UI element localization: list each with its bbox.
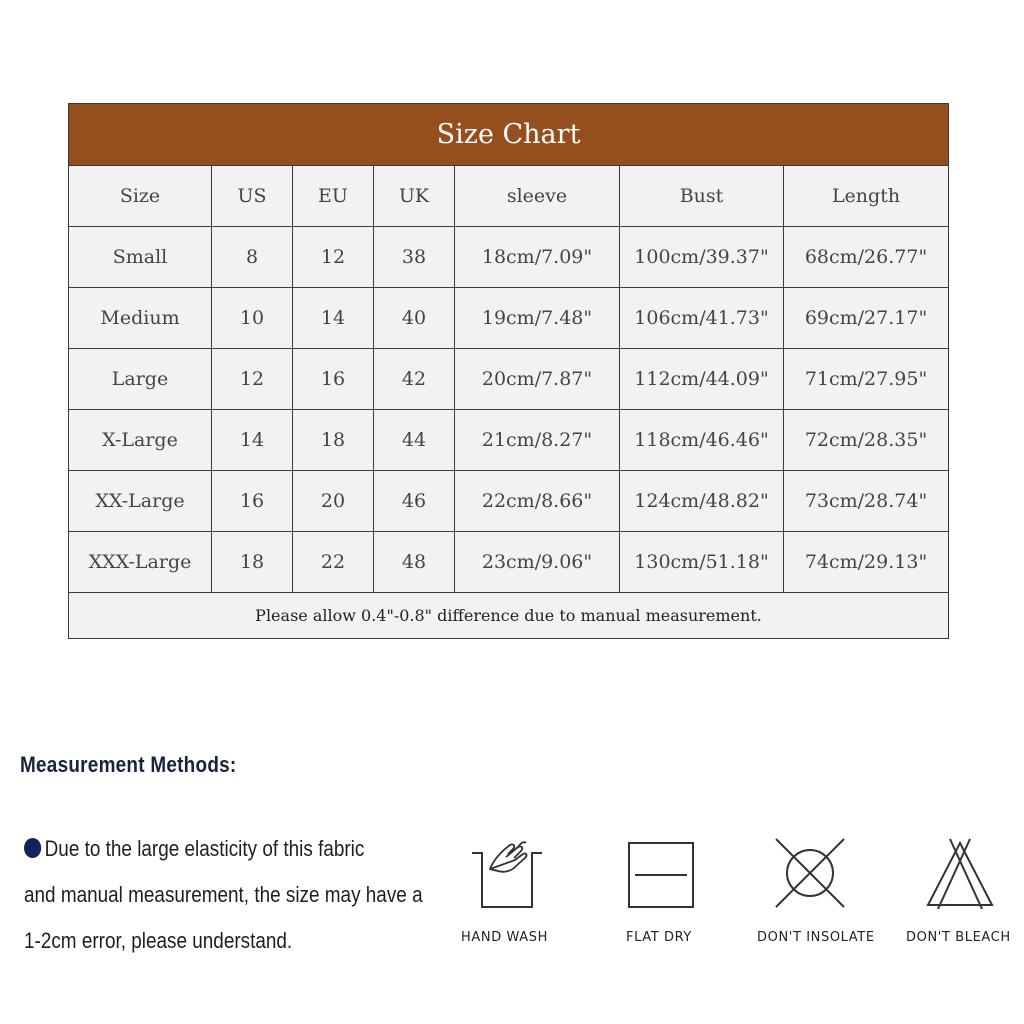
cell-sleeve: 23cm/9.06" (455, 532, 620, 593)
cell-sleeve: 22cm/8.66" (455, 471, 620, 532)
flat-dry-icon (621, 835, 701, 911)
hand-wash-symbol (443, 835, 573, 911)
care-label-dont-insolate: DON'T INSOLATE (757, 930, 875, 945)
cell-size: Large (69, 349, 212, 410)
cell-size: X-Large (69, 410, 212, 471)
cell-length: 73cm/28.74" (784, 471, 949, 532)
cell-uk: 46 (374, 471, 455, 532)
cell-size: Medium (69, 288, 212, 349)
table-note: Please allow 0.4"-0.8" difference due to manual measurement. (69, 593, 949, 639)
table-header-row (69, 166, 949, 227)
dont-bleach-symbol (895, 835, 1024, 911)
header-us: US (212, 166, 293, 227)
cell-us: 10 (212, 288, 293, 349)
table-row (69, 471, 949, 532)
cell-sleeve: 20cm/7.87" (455, 349, 620, 410)
cell-sleeve: 21cm/8.27" (455, 410, 620, 471)
cell-length: 72cm/28.35" (784, 410, 949, 471)
table-title: Size Chart (69, 104, 949, 166)
cell-uk: 40 (374, 288, 455, 349)
cell-uk: 42 (374, 349, 455, 410)
note-line-1: Due to the large elasticity of this fabric (44, 836, 365, 861)
header-bust: Bust (620, 166, 784, 227)
cell-us: 8 (212, 227, 293, 288)
care-label-flat-dry: FLAT DRY (626, 930, 692, 945)
table-row (69, 349, 949, 410)
measurement-note (24, 826, 428, 964)
cell-bust: 112cm/44.09" (620, 349, 784, 410)
header-eu: EU (293, 166, 374, 227)
cell-size: XXX-Large (69, 532, 212, 593)
size-chart-table (68, 103, 949, 639)
bullet-dot (24, 838, 41, 858)
note-line-2: and manual measurement, the size may have a (24, 882, 423, 907)
header-length: Length (784, 166, 949, 227)
cell-size: XX-Large (69, 471, 212, 532)
cell-bust: 106cm/41.73" (620, 288, 784, 349)
cell-size: Small (69, 227, 212, 288)
table-row (69, 410, 949, 471)
cell-sleeve: 19cm/7.48" (455, 288, 620, 349)
cell-eu: 18 (293, 410, 374, 471)
cell-eu: 22 (293, 532, 374, 593)
header-sleeve: sleeve (455, 166, 620, 227)
do-not-bleach-icon (920, 835, 1000, 911)
table-note-row (69, 593, 949, 639)
cell-uk: 44 (374, 410, 455, 471)
cell-us: 18 (212, 532, 293, 593)
cell-length: 71cm/27.95" (784, 349, 949, 410)
cell-length: 68cm/26.77" (784, 227, 949, 288)
flat-dry-symbol (596, 835, 726, 911)
cell-eu: 12 (293, 227, 374, 288)
cell-us: 14 (212, 410, 293, 471)
cell-eu: 16 (293, 349, 374, 410)
table-title-row (69, 104, 949, 166)
table-row (69, 288, 949, 349)
cell-us: 16 (212, 471, 293, 532)
cell-bust: 130cm/51.18" (620, 532, 784, 593)
cell-sleeve: 18cm/7.09" (455, 227, 620, 288)
table-row (69, 227, 949, 288)
cell-uk: 38 (374, 227, 455, 288)
cell-length: 69cm/27.17" (784, 288, 949, 349)
cell-uk: 48 (374, 532, 455, 593)
table-row (69, 532, 949, 593)
cell-eu: 20 (293, 471, 374, 532)
do-not-iron-icon (770, 835, 850, 911)
dont-insolate-symbol (745, 835, 875, 911)
cell-bust: 118cm/46.46" (620, 410, 784, 471)
cell-bust: 100cm/39.37" (620, 227, 784, 288)
note-line-3: 1-2cm error, please understand. (24, 928, 293, 953)
hand-wash-icon (468, 835, 548, 911)
cell-us: 12 (212, 349, 293, 410)
cell-bust: 124cm/48.82" (620, 471, 784, 532)
header-size: Size (69, 166, 212, 227)
care-label-hand-wash: HAND WASH (461, 930, 548, 945)
cell-eu: 14 (293, 288, 374, 349)
measurement-methods-heading: Measurement Methods: (20, 752, 237, 777)
header-uk: UK (374, 166, 455, 227)
care-label-dont-bleach: DON'T BLEACH (906, 930, 1011, 945)
cell-length: 74cm/29.13" (784, 532, 949, 593)
